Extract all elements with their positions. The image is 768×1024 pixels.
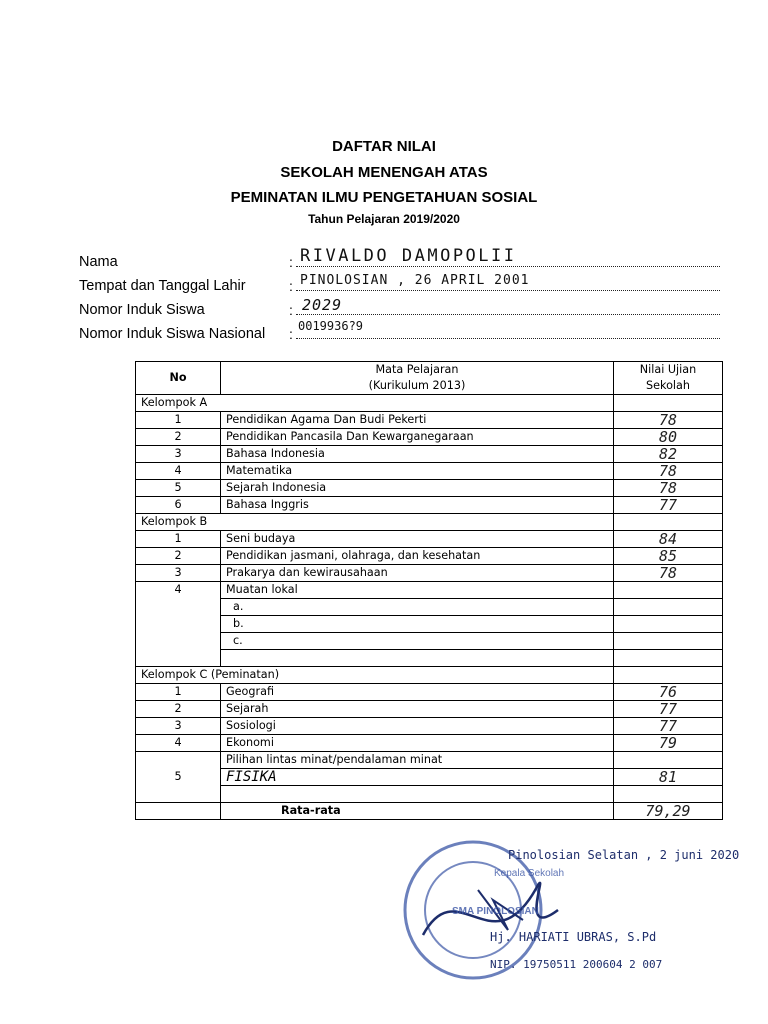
row-no: 3 [136,565,221,582]
table-row [136,412,723,429]
row-no: 2 [136,548,221,565]
nisn-label: Nomor Induk Siswa Nasional [79,326,266,342]
signature-place-date: Pinolosian Selatan , 2 juni 2020 [508,848,740,862]
subject-name: Pendidikan Pancasila Dan Kewarganegaraan [221,429,614,446]
grades-table [135,361,723,820]
table-row [136,565,723,582]
table-header [136,362,723,395]
score [614,616,723,633]
table-row [136,650,723,667]
row-no: 3 [136,446,221,463]
muatan-sub-c: c. [221,633,614,650]
table-row [136,769,723,786]
table-row [136,718,723,735]
group-a-label: Kelompok A [136,395,614,412]
table-row [136,497,723,514]
birth-label: Tempat dan Tanggal Lahir [79,278,246,294]
name-label: Nama [79,254,118,270]
row-no: 4 [136,735,221,752]
table-row [136,701,723,718]
subject-name: Prakarya dan kewirausahaan [221,565,614,582]
score: 77 [614,701,723,718]
score: 78 [614,480,723,497]
colon: : [289,278,293,294]
subject-name: Geografi [221,684,614,701]
table-row [136,633,723,650]
academic-year: Tahun Pelajaran 2019/2020 [308,212,460,226]
lintas-minat-label: Pilihan lintas minat/pendalaman minat [221,752,614,769]
score [614,650,723,667]
score: 81 [614,769,723,786]
row-no: 2 [136,429,221,446]
empty-cell [614,395,723,412]
table-row [136,786,723,803]
signature-block [398,830,740,1000]
subject-name: Pendidikan jasmani, olahraga, dan kesehatan [221,548,614,565]
row-no: 6 [136,497,221,514]
row-no: 4 [136,582,221,667]
score: 78 [614,412,723,429]
nis-value: 2029 [302,296,343,314]
table-row [136,463,723,480]
colon: : [289,254,293,270]
row-no: 4 [136,463,221,480]
row-no: 5 [136,480,221,497]
stamp-text: SMA PINOLOSIAN [452,906,539,917]
score: 79 [614,735,723,752]
dotted-line [296,290,720,291]
colon: : [289,326,293,342]
col-score-line1: Nilai Ujian [639,363,697,376]
nisn-value: 0019936?9 [298,319,364,333]
subject-name: Sejarah [221,701,614,718]
col-subject-line2: (Kurikulum 2013) [368,379,466,392]
score [614,599,723,616]
table-row [136,752,723,769]
score: 85 [614,548,723,565]
group-c-label: Kelompok C (Peminatan) [136,667,614,684]
col-no: No [136,362,221,395]
score: 84 [614,531,723,548]
row-no: 2 [136,701,221,718]
subject-name: Muatan lokal [221,582,614,599]
row-no: 1 [136,684,221,701]
name-value: RIVALDO DAMOPOLII [300,246,517,266]
group-row [136,395,723,412]
score [614,786,723,803]
score: 76 [614,684,723,701]
empty-cell [221,786,614,803]
subject-name: Matematika [221,463,614,480]
muatan-sub-b: b. [221,616,614,633]
empty-cell [221,650,614,667]
group-row [136,514,723,531]
average-row [136,803,723,820]
group-b-label: Kelompok B [136,514,614,531]
colon: : [289,302,293,318]
table-row [136,684,723,701]
score: 78 [614,463,723,480]
table-row [136,599,723,616]
col-score-line2: Sekolah [646,379,690,392]
score [614,633,723,650]
doc-title: DAFTAR NILAI [332,138,436,155]
headmaster-nip: NIP. 19750511 200604 2 007 [490,958,663,971]
row-no: 1 [136,412,221,429]
table-row [136,429,723,446]
average-value: 79,29 [614,803,723,820]
col-score [614,362,723,395]
col-subject [221,362,614,395]
dotted-line [296,266,720,267]
subject-name: Sosiologi [221,718,614,735]
row-no: 3 [136,718,221,735]
table-row [136,616,723,633]
group-row [136,667,723,684]
headmaster-name: Hj. HARIATI UBRAS, S.Pd [490,930,657,944]
score: 77 [614,718,723,735]
score: 80 [614,429,723,446]
subject-name: Bahasa Indonesia [221,446,614,463]
col-subject-line1: Mata Pelajaran [375,363,459,376]
muatan-sub-a: a. [221,599,614,616]
subject-name: Ekonomi [221,735,614,752]
dotted-line [296,338,720,339]
score: 77 [614,497,723,514]
table-row [136,735,723,752]
lintas-subject: FISIKA [221,769,614,786]
empty-cell [614,667,723,684]
row-no: 5 [136,752,221,803]
table-row [136,582,723,599]
table-row [136,531,723,548]
subject-name: Bahasa Inggris [221,497,614,514]
nis-label: Nomor Induk Siswa [79,302,205,318]
subject-name: Sejarah Indonesia [221,480,614,497]
signature-title: Kepala Sekolah [494,868,565,879]
table-row [136,446,723,463]
score [614,752,723,769]
row-no: 1 [136,531,221,548]
school-type: SEKOLAH MENENGAH ATAS [280,164,488,181]
program-title: PEMINATAN ILMU PENGETAHUAN SOSIAL [230,189,538,206]
birth-value: PINOLOSIAN , 26 APRIL 2001 [300,273,530,288]
empty-cell [614,514,723,531]
table-row [136,480,723,497]
table-row [136,548,723,565]
empty-cell [136,803,221,820]
subject-name: Seni budaya [221,531,614,548]
score: 78 [614,565,723,582]
subject-name: Pendidikan Agama Dan Budi Pekerti [221,412,614,429]
average-label: Rata-rata [221,803,614,820]
dotted-line [296,314,720,315]
score: 82 [614,446,723,463]
score [614,582,723,599]
